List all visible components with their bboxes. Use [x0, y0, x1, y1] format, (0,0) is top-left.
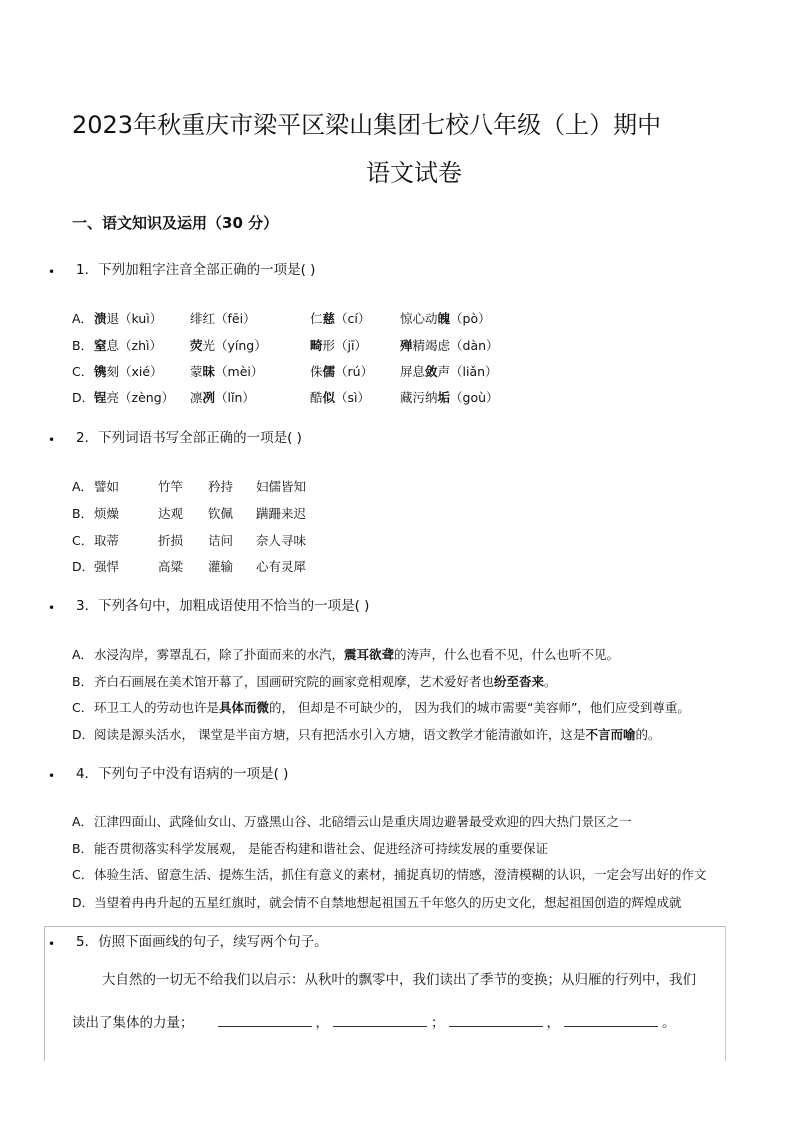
- bold-char: 殚: [400, 338, 413, 353]
- option-row: [72, 505, 306, 523]
- bullet-dot: •: [48, 265, 56, 279]
- word-item: 妇儒皆知: [256, 479, 307, 494]
- option-letter: C．: [72, 533, 94, 548]
- question-stem: 4．下列句子中没有语病的一项是( ): [76, 766, 289, 782]
- pinyin-item: [400, 310, 491, 328]
- pinyin-item: [190, 310, 310, 328]
- sentence-text: 。: [544, 674, 557, 689]
- option-letter: B．: [72, 674, 94, 689]
- option-letter: B．: [72, 338, 94, 353]
- pinyin-item: [310, 389, 400, 407]
- word-item: 高粱: [158, 559, 184, 574]
- option-letter: C．: [72, 867, 94, 882]
- option-sentence: 体验生活、留意生活、提炼生活，抓住有意义的素材，捕捉真切的情感，澄清模糊的认识，一定会写出好的作文: [94, 867, 707, 882]
- sentence-text: 的涛声，什么也看不见，什么也听不见。: [394, 647, 620, 662]
- item-text: 声（liǎn）: [437, 364, 498, 379]
- option-sentence: 江津四面山、武隆仙女山、万盛黑山谷、北碚缙云山是重庆周边避暑最受欢迎的四大热门景区之一: [94, 814, 632, 829]
- word-item: 譬如: [94, 479, 120, 494]
- option-letter: A．: [72, 647, 94, 662]
- option-letter: D．: [72, 559, 95, 574]
- bullet-dot: •: [48, 937, 56, 951]
- prompt-paragraph: 大自然的一切无不给我们以启示：从秋叶的飘零中，我们读出了季节的变换；从归雁的行列中，我们: [102, 972, 696, 988]
- bold-char: 荧: [190, 338, 203, 353]
- option-row: [72, 478, 306, 496]
- option-letter: A．: [72, 479, 94, 494]
- option-row: [72, 813, 632, 831]
- bold-char: 似: [322, 390, 336, 405]
- bold-char: 镌: [94, 364, 107, 379]
- word-item: 奈人寻味: [256, 533, 307, 548]
- item-text: 惊心动: [400, 311, 438, 326]
- option-row: [72, 389, 499, 407]
- bullet-dot: •: [48, 769, 56, 783]
- question-stem: 5．仿照下面画线的句子，续写两个句子。: [76, 934, 328, 950]
- bold-char: 儒: [322, 364, 336, 379]
- option-row: [72, 532, 306, 550]
- bold-char: 昧: [202, 364, 216, 379]
- bold-char: 溃: [94, 311, 107, 326]
- bold-char: 畸: [310, 338, 323, 353]
- option-row: [72, 866, 707, 884]
- option-row: [72, 840, 548, 858]
- prompt-continuation: [72, 1012, 676, 1033]
- sentence-text: 环卫工人的劳动也许是: [94, 700, 220, 715]
- bold-char: 慈: [322, 311, 336, 326]
- question-stem: 1．下列加粗字注音全部正确的一项是( ): [76, 262, 316, 278]
- option-row: [72, 699, 690, 717]
- item-text: 屏息: [400, 364, 426, 379]
- word-item: 矜持: [208, 479, 234, 494]
- bold-char: 冽: [202, 390, 216, 405]
- option-letter: D．: [72, 727, 95, 742]
- item-text: 侏: [310, 364, 323, 379]
- item-text: fēi）: [227, 311, 256, 326]
- pinyin-item: [310, 337, 400, 355]
- option-letter: C．: [72, 700, 94, 715]
- section-heading: 一、语文知识及运用（30 分）: [72, 214, 279, 232]
- item-text: 息（zhì）: [106, 338, 162, 353]
- word-item: 取蒂: [94, 533, 120, 548]
- pinyin-item: [400, 389, 499, 407]
- word-item: 烦燥: [94, 506, 120, 521]
- item-text: 绯红（: [190, 311, 228, 326]
- bullet-dot: •: [48, 601, 56, 615]
- option-sentence: 当望着冉冉升起的五星红旗时，就会情不自禁地想起祖国五千年悠久的历史文化，想起祖国创造的辉煌成就: [94, 895, 682, 910]
- sentence-text: 的。: [635, 727, 661, 742]
- word-item: 竹竿: [158, 479, 184, 494]
- word-item: 灌输: [208, 559, 234, 574]
- item-text: 凛: [190, 390, 203, 405]
- bold-char: 敛: [425, 364, 438, 379]
- option-sentence: [94, 673, 557, 691]
- bold-idiom: 纷至沓来: [494, 674, 545, 689]
- pinyin-item: [190, 337, 310, 355]
- option-sentence: [94, 726, 661, 744]
- answer-blank-2[interactable]: [333, 1012, 427, 1027]
- pinyin-item: [94, 310, 190, 328]
- sentence-text: 的， 但却是不可缺少的， 因为我们的城市需要“美容师”，他们应受到尊重。: [269, 700, 690, 715]
- word-item: 强悍: [94, 559, 120, 574]
- sentence-text: 齐白石画展在美术馆开幕了，国画研究院的画家竞相观摩，艺术爱好者也: [94, 674, 495, 689]
- option-sentence: [94, 646, 619, 664]
- option-row: [72, 363, 498, 381]
- item-text: （rú）: [335, 364, 374, 379]
- item-text: 刻（xié）: [106, 364, 163, 379]
- sentence-text: 阅读是源头活水， 课堂是半亩方塘，只有把活水引入方塘，语文教学才能清澈如许，这是: [94, 727, 586, 742]
- exam-title-line2: 语文试卷: [366, 159, 462, 187]
- option-row: [72, 558, 306, 576]
- item-text: 酷: [310, 390, 323, 405]
- word-item: 达观: [158, 506, 184, 521]
- bold-char: 魄: [437, 311, 451, 326]
- pinyin-item: [400, 337, 499, 355]
- end-mark: 。: [662, 1015, 676, 1031]
- item-text: （mèi）: [215, 364, 264, 379]
- option-letter: C．: [72, 364, 94, 379]
- item-text: （cí）: [335, 311, 371, 326]
- bold-idiom: 不言而喻: [585, 727, 636, 742]
- item-text: 亮（zèng）: [106, 390, 175, 405]
- word-item: 心有灵犀: [256, 559, 307, 574]
- answer-blank-4[interactable]: [564, 1012, 658, 1027]
- prompt-lead: 读出了集体的力量；: [72, 1015, 194, 1031]
- item-text: 仁: [310, 311, 323, 326]
- bold-idiom: 具体而微: [219, 700, 270, 715]
- option-letter: D．: [72, 390, 95, 405]
- bold-char: 垢: [437, 390, 451, 405]
- separator: ，: [546, 1015, 560, 1031]
- item-text: 形（jī）: [322, 338, 367, 353]
- item-text: （pò）: [450, 311, 491, 326]
- option-row: [72, 337, 499, 355]
- bullet-dot: •: [48, 433, 56, 447]
- option-row: [72, 673, 557, 691]
- option-letter: B．: [72, 841, 94, 856]
- item-text: 光（yíng）: [202, 338, 267, 353]
- option-row: [72, 310, 491, 328]
- pinyin-item: [310, 363, 400, 381]
- word-item: 折损: [158, 533, 184, 548]
- answer-blank-1[interactable]: [218, 1012, 312, 1027]
- bold-char: 窒: [94, 338, 107, 353]
- option-sentence: [94, 699, 690, 717]
- pinyin-item: [94, 363, 190, 381]
- item-text: 蒙: [190, 364, 203, 379]
- option-letter: D．: [72, 895, 95, 910]
- bold-char: 锃: [94, 390, 107, 405]
- item-text: 退（kuì）: [106, 311, 163, 326]
- pinyin-item: [400, 363, 498, 381]
- item-text: （sì）: [335, 390, 371, 405]
- option-letter: B．: [72, 506, 94, 521]
- pinyin-item: [310, 310, 400, 328]
- pinyin-item: [190, 363, 310, 381]
- item-text: （goù）: [450, 390, 499, 405]
- sentence-text: 水浸沟岸，雾罩乱石，除了扑面而来的水汽，: [94, 647, 345, 662]
- option-row: [72, 646, 619, 664]
- option-row: [72, 726, 661, 744]
- separator: ，: [315, 1015, 329, 1031]
- item-text: （lǐn）: [215, 390, 255, 405]
- option-letter: A．: [72, 311, 94, 326]
- option-sentence: 能否贯彻落实科学发展观， 是能否构建和谐社会、促进经济可持续发展的重要保证: [94, 841, 548, 856]
- item-text: 藏污纳: [400, 390, 438, 405]
- separator: ；: [431, 1015, 445, 1031]
- answer-blank-3[interactable]: [449, 1012, 543, 1027]
- option-row: [72, 894, 682, 912]
- bold-idiom: 震耳欲聋: [344, 647, 395, 662]
- item-text: 精竭虑（dàn）: [412, 338, 499, 353]
- pinyin-item: [190, 389, 310, 407]
- word-item: 蹒跚来迟: [256, 506, 307, 521]
- word-item: 钦佩: [208, 506, 234, 521]
- exam-title-line1: 2023年秋重庆市梁平区梁山集团七校八年级（上）期中: [72, 111, 662, 139]
- pinyin-item: [94, 337, 190, 355]
- word-item: 诘问: [208, 533, 234, 548]
- question-stem: 2．下列词语书写全部正确的一项是( ): [76, 430, 302, 446]
- question-stem: 3．下列各句中，加粗成语使用不恰当的一项是( ): [76, 598, 370, 614]
- option-letter: A．: [72, 814, 94, 829]
- pinyin-item: [94, 389, 190, 407]
